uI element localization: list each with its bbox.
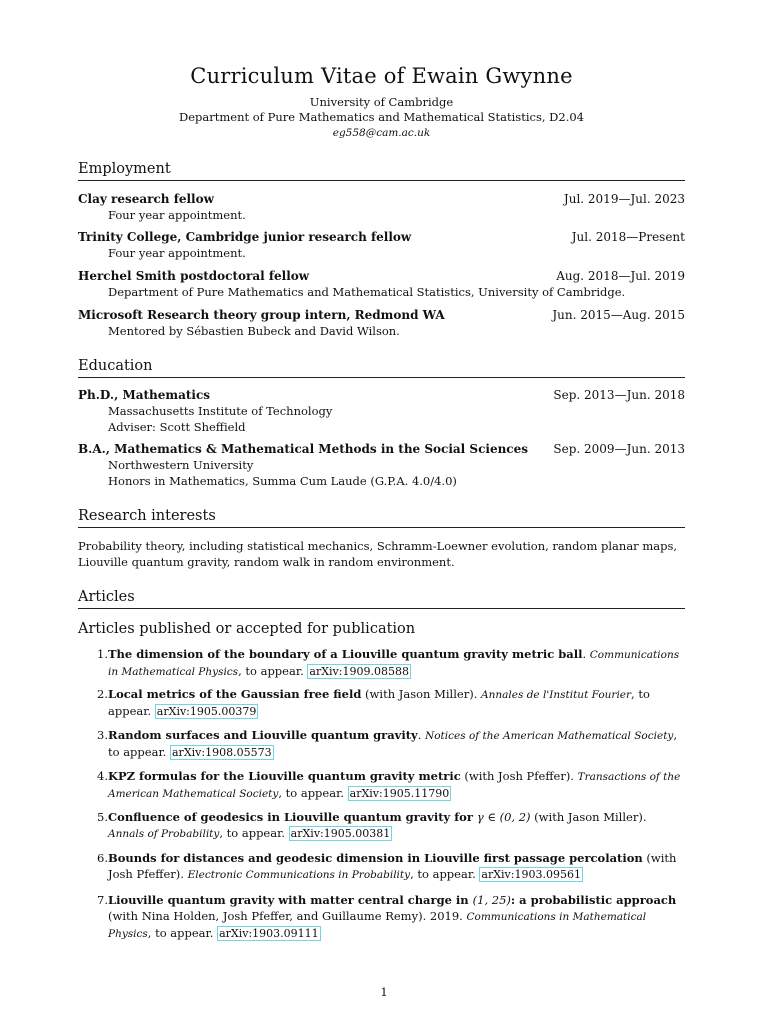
- article-number: 1.: [97, 647, 108, 661]
- entry-detail: Department of Pure Mathematics and Mathematical Statistics, University of Cambridge.: [108, 285, 626, 299]
- employment-entry: [78, 307, 685, 339]
- section-heading-articles: Articles: [78, 587, 685, 609]
- article-item: [78, 809, 685, 842]
- department: Department of Pure Mathematics and Mathematical Statistics, D2.04: [179, 110, 584, 124]
- arxiv-link[interactable]: arXiv:1909.08588: [309, 665, 409, 678]
- entry-title: Herchel Smith postdoctoral fellow: [78, 269, 310, 283]
- arxiv-link[interactable]: arXiv:1908.05573: [172, 746, 272, 759]
- subsection-heading-published: Articles published or accepted for publication: [78, 621, 416, 637]
- article-journal: Communications in Mathematical Physics: [108, 911, 647, 940]
- article-status: , to appear.: [410, 867, 480, 881]
- entry-title: Clay research fellow: [78, 192, 214, 206]
- arxiv-link[interactable]: arXiv:1903.09111: [219, 927, 319, 940]
- entry-detail: Northwestern University: [108, 458, 254, 472]
- entry-detail: Honors in Mathematics, Summa Cum Laude (G.P.A. 4.0/4.0): [108, 474, 457, 488]
- article-authors: (with Josh Pfeffer).: [108, 851, 677, 881]
- article-item: [78, 850, 685, 883]
- article-journal: Notices of the American Mathematical Society: [425, 730, 674, 742]
- page-title: Curriculum Vitae of Ewain Gwynne: [190, 64, 573, 88]
- article-authors: .: [417, 728, 426, 742]
- article-title: Bounds for distances and geodesic dimension in Liouville first passage percolation: [108, 851, 643, 865]
- education-entry: [78, 387, 685, 435]
- research-interests-text: Probability theory, including statistical mechanics, Schramm-Loewner evolution, random planar maps, Liouville quantum gravity, random walk in random environment.: [78, 539, 678, 569]
- article-authors: .: [582, 647, 590, 661]
- section-heading-education: Education: [78, 356, 685, 378]
- article-authors: (with Nina Holden, Josh Pfeffer, and Guillaume Remy). 2019.: [108, 909, 467, 923]
- entry-detail: Massachusetts Institute of Technology: [108, 404, 333, 418]
- education-entry: [78, 441, 685, 489]
- arxiv-link[interactable]: arXiv:1903.09561: [481, 868, 581, 881]
- entry-title: Microsoft Research theory group intern, Redmond WA: [78, 308, 445, 322]
- entry-date: Jun. 2015—Aug. 2015: [552, 308, 685, 322]
- article-status: , to appear.: [219, 826, 289, 840]
- article-item: [78, 727, 685, 761]
- institution: University of Cambridge: [309, 95, 454, 109]
- article-status: , to appear.: [108, 728, 678, 759]
- article-number: 6.: [97, 851, 108, 865]
- entry-detail: Adviser: Scott Sheffield: [108, 420, 246, 434]
- article-journal: Annals of Probability: [108, 828, 220, 840]
- entry-date: Jul. 2018—Present: [571, 230, 685, 244]
- article-number: 2.: [97, 687, 108, 701]
- entry-detail: Four year appointment.: [108, 208, 246, 222]
- entry-date: Aug. 2018—Jul. 2019: [556, 269, 685, 283]
- entry-date: Sep. 2013—Jun. 2018: [553, 388, 685, 402]
- article-title: The dimension of the boundary of a Liouville quantum gravity metric ball: [108, 647, 583, 661]
- article-journal: Transactions of the American Mathematical Society: [108, 771, 681, 800]
- entry-date: Jul. 2019—Jul. 2023: [563, 192, 685, 206]
- employment-entry: [78, 191, 685, 223]
- article-status: , to appear.: [278, 786, 348, 800]
- section-heading-employment: Employment: [78, 159, 685, 181]
- article-status: , to appear.: [147, 926, 218, 940]
- article-math: γ ∈ (0, 2): [476, 810, 531, 824]
- article-item: [78, 892, 685, 942]
- article-number: 5.: [97, 810, 108, 824]
- article-title: Local metrics of the Gaussian free field: [108, 687, 362, 701]
- article-title: Liouville quantum gravity with matter central charge in: [108, 893, 473, 907]
- article-status: , to appear.: [238, 664, 308, 678]
- entry-detail: Four year appointment.: [108, 246, 246, 260]
- email-link[interactable]: eg558@cam.ac.uk: [332, 127, 431, 139]
- article-item: [78, 768, 685, 802]
- article-authors: (with Josh Pfeffer).: [460, 769, 578, 783]
- page-number: 1: [380, 985, 388, 999]
- article-authors: (with Jason Miller).: [530, 810, 647, 824]
- article-status: , to appear.: [108, 687, 650, 718]
- article-title: KPZ formulas for the Liouville quantum gravity metric: [108, 769, 461, 783]
- article-title: Random surfaces and Liouville quantum gravity: [108, 728, 418, 742]
- article-journal: Annales de l'Institut Fourier: [481, 689, 632, 701]
- article-title: Confluence of geodesics in Liouville quantum gravity for: [108, 810, 477, 824]
- article-item: [78, 646, 685, 680]
- article-math: (1, 25): [472, 893, 511, 907]
- entry-title: Ph.D., Mathematics: [78, 388, 211, 402]
- article-journal: Communications in Mathematical Physics: [108, 649, 680, 678]
- article-journal: Electronic Communications in Probability: [187, 869, 411, 881]
- entry-title: Trinity College, Cambridge junior research fellow: [78, 230, 412, 244]
- entry-detail: Mentored by Sébastien Bubeck and David Wilson.: [108, 324, 400, 338]
- article-item: [78, 686, 685, 720]
- article-number: 3.: [97, 728, 108, 742]
- article-number: 4.: [97, 769, 108, 783]
- entry-title: B.A., Mathematics & Mathematical Methods in the Social Sciences: [78, 442, 528, 456]
- article-number: 7.: [97, 893, 108, 907]
- employment-entry: [78, 229, 685, 261]
- arxiv-link[interactable]: arXiv:1905.11790: [349, 787, 450, 800]
- article-authors: (with Jason Miller).: [361, 687, 482, 701]
- arxiv-link[interactable]: arXiv:1905.00381: [290, 827, 391, 840]
- entry-date: Sep. 2009—Jun. 2013: [553, 442, 685, 456]
- article-title-tail: : a probabilistic approach: [510, 893, 677, 907]
- employment-entry: [78, 268, 685, 300]
- arxiv-link[interactable]: arXiv:1905.00379: [156, 705, 257, 718]
- section-heading-research: Research interests: [78, 506, 685, 528]
